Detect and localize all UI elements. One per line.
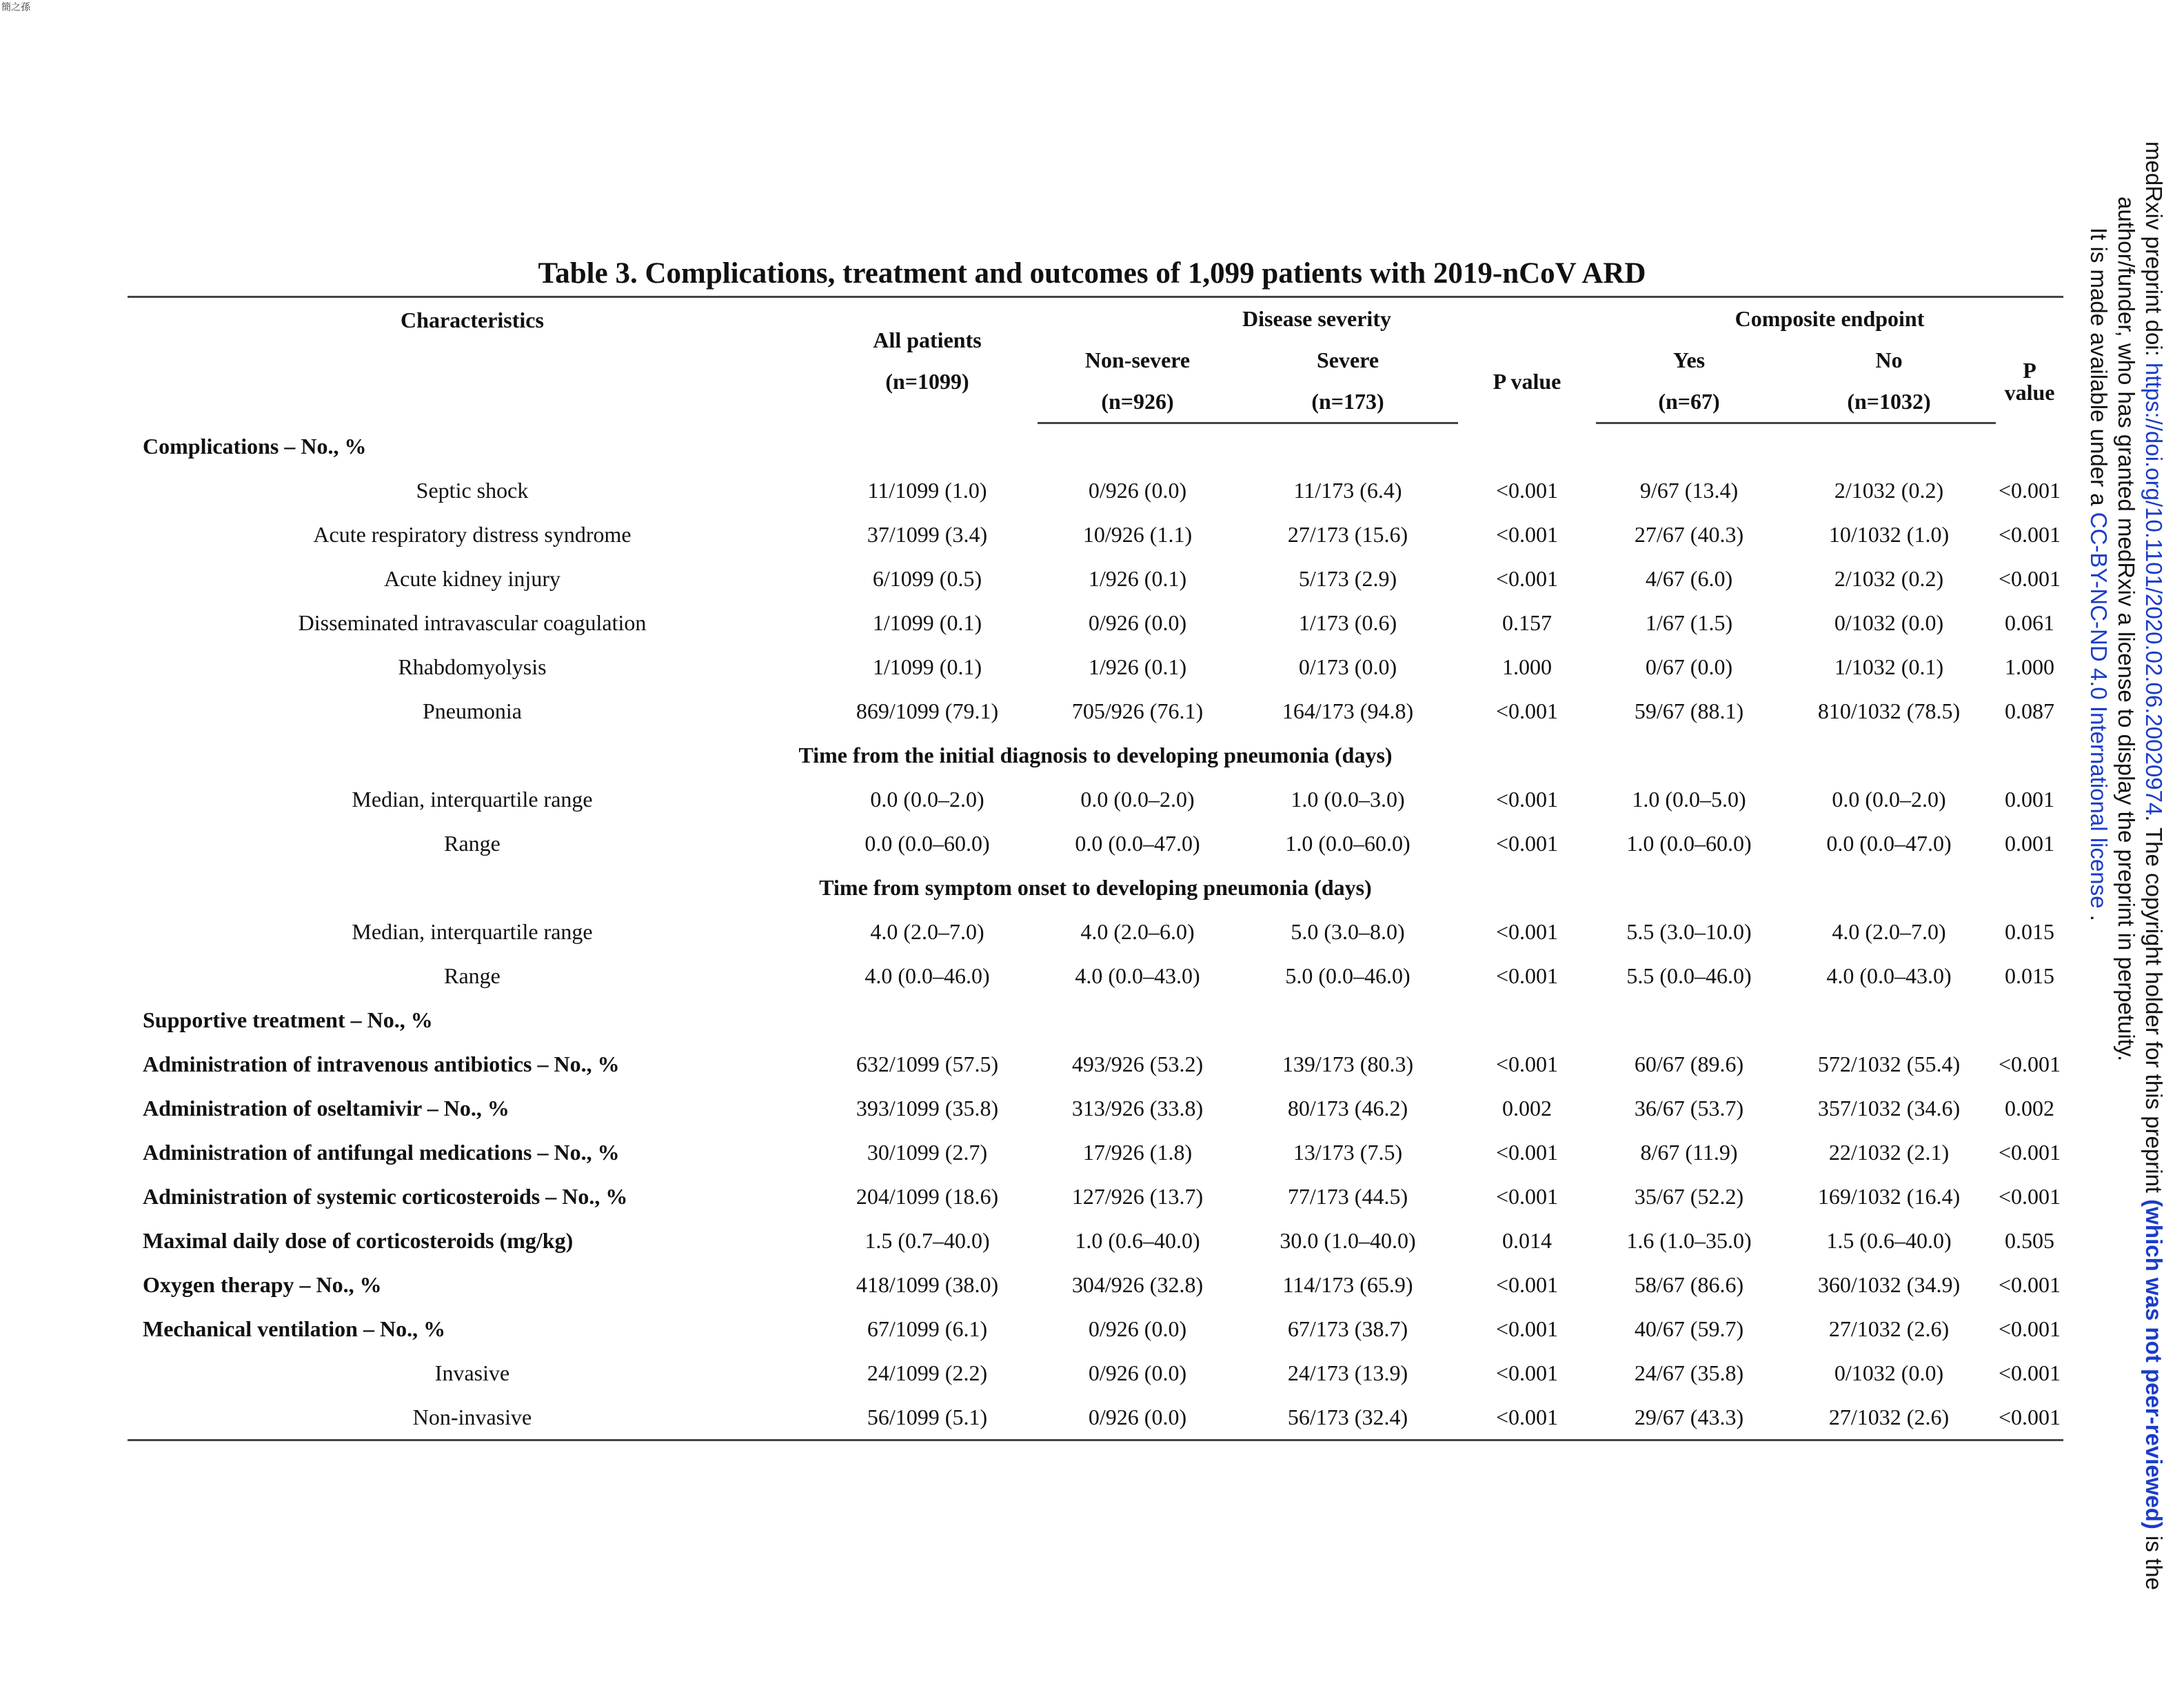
row-label: Non-invasive <box>128 1395 817 1440</box>
row-label: Septic shock <box>416 478 529 503</box>
table-row <box>128 601 2063 645</box>
table-row <box>128 733 2063 777</box>
row-value: 24/173 (13.9) <box>1287 1360 1408 1385</box>
row-value: 4.0 (2.0–7.0) <box>1832 919 1946 944</box>
table-row <box>128 556 2063 601</box>
row-value: 127/926 (13.7) <box>1071 1184 1204 1209</box>
row-value: 810/1032 (78.5) <box>1817 699 1961 723</box>
row-value: 0.001 <box>2005 831 2055 856</box>
license-link[interactable]: CC-BY-NC-ND 4.0 International license <box>2086 512 2112 909</box>
row-value: 1.0 (0.0–60.0) <box>1285 831 1410 856</box>
row-value: 4.0 (0.0–46.0) <box>865 963 990 988</box>
table-row <box>128 1042 2063 1086</box>
doi-link[interactable]: https://doi.org/10.1101/2020.02.06.20020974 <box>2141 362 2167 816</box>
side-note-text-1c: is the <box>2141 1529 2167 1590</box>
row-value: 30.0 (1.0–40.0) <box>1280 1228 1416 1253</box>
row-value: 0.015 <box>2005 963 2055 988</box>
table-row <box>128 777 2063 821</box>
row-value: 60/67 (89.6) <box>1634 1052 1744 1076</box>
table-row <box>128 1130 2063 1174</box>
row-value: 357/1032 (34.6) <box>1817 1096 1961 1121</box>
row-label: Range <box>444 831 501 856</box>
row-value: 4.0 (2.0–7.0) <box>870 919 984 944</box>
row-value: 2/1032 (0.2) <box>1834 566 1944 591</box>
row-value: 59/67 (88.1) <box>1634 699 1744 723</box>
row-label: Mechanical ventilation – No., % <box>143 1316 446 1341</box>
row-value: 1.0 (0.6–40.0) <box>1075 1228 1200 1253</box>
header-characteristics: Characteristics <box>128 297 817 423</box>
row-label: Complications – No., % <box>143 434 367 459</box>
row-value: 1.0 (0.0–5.0) <box>1632 787 1746 812</box>
row-value: 632/1099 (57.5) <box>856 1052 999 1076</box>
row-value: 0.157 <box>1502 610 1552 635</box>
row-value: 418/1099 (38.0) <box>856 1272 999 1297</box>
row-value: 1/173 (0.6) <box>1298 610 1397 635</box>
row-value: 36/67 (53.7) <box>1634 1096 1744 1121</box>
header-non-severe-n: (n=926) <box>1038 381 1237 423</box>
header-all-patients-n: (n=1099) <box>885 368 969 394</box>
row-value: 27/67 (40.3) <box>1634 522 1744 547</box>
row-value: 56/173 (32.4) <box>1237 1395 1458 1440</box>
row-value: <0.001 <box>1495 1140 1559 1165</box>
row-value: <0.001 <box>1999 1140 2061 1165</box>
header-no-n: (n=1032) <box>1782 381 1996 423</box>
row-value: 4.0 (0.0–43.0) <box>1075 963 1200 988</box>
table-row <box>128 1395 2063 1440</box>
row-value: 13/173 (7.5) <box>1293 1140 1403 1165</box>
row-value: 4.0 (0.0–43.0) <box>1826 963 1952 988</box>
row-label: Pneumonia <box>423 699 522 723</box>
row-value: 2/1032 (0.2) <box>1834 478 1944 503</box>
row-value: 1.6 (1.0–35.0) <box>1626 1228 1752 1253</box>
table-row <box>128 1351 2063 1395</box>
row-value: 77/173 (44.5) <box>1287 1184 1408 1209</box>
row-value: <0.001 <box>1495 919 1559 944</box>
table-body <box>128 423 2063 1440</box>
row-value: <0.001 <box>1495 1052 1559 1076</box>
table-row <box>128 512 2063 556</box>
row-value: 0.061 <box>2005 610 2055 635</box>
row-value: 27/1032 (2.6) <box>1828 1316 1950 1341</box>
row-value: 572/1032 (55.4) <box>1817 1052 1961 1076</box>
row-value: 29/67 (43.3) <box>1596 1395 1782 1440</box>
table-row <box>128 689 2063 733</box>
table-row <box>128 865 2063 910</box>
table-row <box>128 1307 2063 1351</box>
row-value: <0.001 <box>1999 566 2061 591</box>
header-severe-n: (n=173) <box>1237 381 1458 423</box>
row-label: Administration of oseltamivir – No., % <box>143 1096 509 1121</box>
row-label: Administration of systemic corticosteroids – No., % <box>143 1184 628 1209</box>
row-value: 10/926 (1.1) <box>1082 522 1193 547</box>
row-value: 393/1099 (35.8) <box>856 1096 999 1121</box>
row-value: 0.002 <box>2005 1096 2055 1121</box>
row-value: 169/1032 (16.4) <box>1817 1184 1961 1209</box>
side-note-text-3b: . <box>2086 908 2112 921</box>
row-value: 5/173 (2.9) <box>1298 566 1397 591</box>
row-value: <0.001 <box>1495 566 1559 591</box>
row-value: <0.001 <box>1495 699 1559 723</box>
table-row <box>128 423 2063 469</box>
row-value: 304/926 (32.8) <box>1071 1272 1204 1297</box>
row-value: 0.002 <box>1502 1096 1552 1121</box>
row-value: 24/1099 (2.2) <box>867 1360 988 1385</box>
row-value: <0.001 <box>1999 1184 2061 1209</box>
row-value: 0.014 <box>1502 1228 1552 1253</box>
row-value: <0.001 <box>1999 1272 2061 1297</box>
row-value: 56/1099 (5.1) <box>817 1395 1038 1440</box>
row-value: 11/173 (6.4) <box>1293 478 1402 503</box>
row-value: 1/1032 (0.1) <box>1834 654 1944 679</box>
row-label: Time from the initial diagnosis to developing pneumonia (days) <box>798 743 1393 767</box>
table-row <box>128 1086 2063 1130</box>
row-value: 9/67 (13.4) <box>1639 478 1739 503</box>
row-value: 0.0 (0.0–60.0) <box>865 831 990 856</box>
header-all-patients <box>817 297 1038 423</box>
table-row <box>128 910 2063 954</box>
row-value: <0.001 <box>1495 831 1559 856</box>
row-value: 35/67 (52.2) <box>1634 1184 1744 1209</box>
row-value: <0.001 <box>1999 522 2061 547</box>
row-value: 0/173 (0.0) <box>1298 654 1397 679</box>
row-value: 0.0 (0.0–2.0) <box>1080 787 1195 812</box>
row-value: 0.0 (0.0–2.0) <box>870 787 984 812</box>
row-label: Median, interquartile range <box>352 919 593 944</box>
row-value: <0.001 <box>1996 1395 2063 1440</box>
row-value: 0/1032 (0.0) <box>1834 1360 1944 1385</box>
side-note-text-1a: medRxiv preprint doi: <box>2141 141 2167 363</box>
row-value: 0/926 (0.0) <box>1088 610 1187 635</box>
row-label: Administration of antifungal medications – No., % <box>143 1140 620 1165</box>
row-value: <0.001 <box>1495 963 1559 988</box>
row-value: 17/926 (1.8) <box>1082 1140 1193 1165</box>
side-note-text-3a: It is made available under a <box>2086 228 2112 512</box>
row-value: 0.0 (0.0–2.0) <box>1832 787 1946 812</box>
row-value: 5.0 (3.0–8.0) <box>1291 919 1405 944</box>
row-value: 37/1099 (3.4) <box>867 522 988 547</box>
row-label: Range <box>444 963 501 988</box>
row-label: Acute respiratory distress syndrome <box>313 522 631 547</box>
row-value: 493/926 (53.2) <box>1071 1052 1204 1076</box>
row-value: <0.001 <box>1999 1360 2061 1385</box>
side-note-line-2: author/funder, who has granted medRxiv a license to display the preprint in perpetuity. <box>2114 197 2139 1062</box>
row-value: 0/926 (0.0) <box>1088 1360 1187 1385</box>
row-label: Maximal daily dose of corticosteroids (mg/kg) <box>143 1228 574 1253</box>
row-value: <0.001 <box>1495 1360 1559 1385</box>
side-note-text-1b: . The copyright holder for this preprint <box>2141 815 2167 1200</box>
results-table <box>128 296 2063 1441</box>
header-no: No <box>1875 348 1903 372</box>
row-value: 67/173 (38.7) <box>1287 1316 1408 1341</box>
row-value: 0.505 <box>2005 1228 2055 1253</box>
row-label: Disseminated intravascular coagulation <box>298 610 647 635</box>
side-note-line-3 <box>2085 228 2112 921</box>
row-value: 360/1032 (34.9) <box>1817 1272 1961 1297</box>
row-value: 1.000 <box>2005 654 2055 679</box>
row-value: 6/1099 (0.5) <box>872 566 982 591</box>
row-value: 4.0 (2.0–6.0) <box>1080 919 1195 944</box>
results-table-wrapper <box>128 296 2063 1441</box>
row-value: 5.0 (0.0–46.0) <box>1285 963 1410 988</box>
row-value: 0.015 <box>2005 919 2055 944</box>
row-value: 0/926 (0.0) <box>1088 1316 1187 1341</box>
row-value: 0/1032 (0.0) <box>1834 610 1944 635</box>
row-label: Median, interquartile range <box>352 787 593 812</box>
row-value: 4/67 (6.0) <box>1645 566 1733 591</box>
header-disease-severity: Disease severity <box>1038 297 1596 340</box>
table-title: Table 3. Complications, treatment and outcomes of 1,099 patients with 2019-nCoV ARD <box>538 257 1646 290</box>
row-value: 1/67 (1.5) <box>1645 610 1733 635</box>
row-value: <0.001 <box>1495 478 1559 503</box>
table-row <box>128 468 2063 512</box>
table-row <box>128 1174 2063 1218</box>
row-value: 0/67 (0.0) <box>1645 654 1733 679</box>
row-value: 1.0 (0.0–60.0) <box>1626 831 1752 856</box>
row-label: Time from symptom onset to developing pneumonia (days) <box>819 875 1372 900</box>
row-value: <0.001 <box>1495 1184 1559 1209</box>
row-label: Rhabdomyolysis <box>398 654 547 679</box>
row-label: Supportive treatment – No., % <box>143 1007 433 1032</box>
header-p-value-severity: P value <box>1493 368 1561 394</box>
header-p-value-composite: P value <box>2004 357 2055 405</box>
row-value: 313/926 (33.8) <box>1071 1096 1204 1121</box>
row-value: 705/926 (76.1) <box>1071 699 1204 723</box>
row-value: 869/1099 (79.1) <box>856 699 999 723</box>
row-value: 5.5 (3.0–10.0) <box>1626 919 1752 944</box>
row-value: 1.0 (0.0–3.0) <box>1291 787 1405 812</box>
row-value: <0.001 <box>1495 1272 1559 1297</box>
row-value: 40/67 (59.7) <box>1634 1316 1744 1341</box>
table-row <box>128 821 2063 865</box>
row-value: 1/926 (0.1) <box>1088 654 1187 679</box>
row-value: 1.5 (0.7–40.0) <box>865 1228 990 1253</box>
table-row <box>128 645 2063 689</box>
row-value: 22/1032 (2.1) <box>1828 1140 1950 1165</box>
row-value: <0.001 <box>1495 787 1559 812</box>
table-row <box>128 1263 2063 1307</box>
row-value: 204/1099 (18.6) <box>856 1184 999 1209</box>
row-value: <0.001 <box>1458 1395 1596 1440</box>
row-value: 1.5 (0.6–40.0) <box>1826 1228 1952 1253</box>
row-value: 164/173 (94.8) <box>1282 699 1414 723</box>
row-value: 24/67 (35.8) <box>1634 1360 1744 1385</box>
header-all-patients-label: All patients <box>873 327 982 352</box>
row-value: 11/1099 (1.0) <box>867 478 987 503</box>
row-value: 0.0 (0.0–47.0) <box>1075 831 1200 856</box>
row-label: Oxygen therapy – No., % <box>143 1272 382 1297</box>
header-composite-endpoint: Composite endpoint <box>1596 297 2063 340</box>
row-value: 27/173 (15.6) <box>1287 522 1408 547</box>
header-severe: Severe <box>1316 348 1379 372</box>
row-label: Acute kidney injury <box>384 566 560 591</box>
row-value: 1/1099 (0.1) <box>872 654 982 679</box>
header-non-severe: Non-severe <box>1084 348 1191 372</box>
row-value: <0.001 <box>1999 1052 2061 1076</box>
row-value: 8/67 (11.9) <box>1640 1140 1738 1165</box>
row-value: 5.5 (0.0–46.0) <box>1626 963 1752 988</box>
header-yes: Yes <box>1672 348 1706 372</box>
header-yes-n: (n=67) <box>1596 381 1782 423</box>
row-value: 80/173 (46.2) <box>1287 1096 1408 1121</box>
table-row <box>128 954 2063 998</box>
row-value: 30/1099 (2.7) <box>867 1140 988 1165</box>
row-value: 1/926 (0.1) <box>1088 566 1187 591</box>
row-value: <0.001 <box>1495 1316 1559 1341</box>
row-label: Administration of intravenous antibiotics – No., % <box>143 1052 620 1076</box>
row-value: 0.0 (0.0–47.0) <box>1826 831 1952 856</box>
row-value: 0/926 (0.0) <box>1088 478 1187 503</box>
corner-mark: 簡之孫 <box>1 1 30 12</box>
row-value: 67/1099 (6.1) <box>867 1316 988 1341</box>
row-value: 27/1032 (2.6) <box>1782 1395 1996 1440</box>
row-value: 1/1099 (0.1) <box>872 610 982 635</box>
row-value: 0.001 <box>2005 787 2055 812</box>
row-value: 10/1032 (1.0) <box>1828 522 1950 547</box>
row-value: <0.001 <box>1495 522 1559 547</box>
row-value: 0.087 <box>2005 699 2055 723</box>
peer-review-note: (which was not peer-reviewed) <box>2141 1199 2167 1529</box>
row-label: Invasive <box>434 1360 510 1385</box>
side-note-line-1 <box>2140 141 2167 1590</box>
row-value: <0.001 <box>1999 478 2061 503</box>
table-row <box>128 998 2063 1042</box>
table-row <box>128 1218 2063 1263</box>
row-value: 139/173 (80.3) <box>1282 1052 1414 1076</box>
row-value: 114/173 (65.9) <box>1282 1272 1413 1297</box>
row-value: 58/67 (86.6) <box>1634 1272 1744 1297</box>
row-value: <0.001 <box>1999 1316 2061 1341</box>
row-value: 0/926 (0.0) <box>1038 1395 1237 1440</box>
row-value: 1.000 <box>1502 654 1552 679</box>
